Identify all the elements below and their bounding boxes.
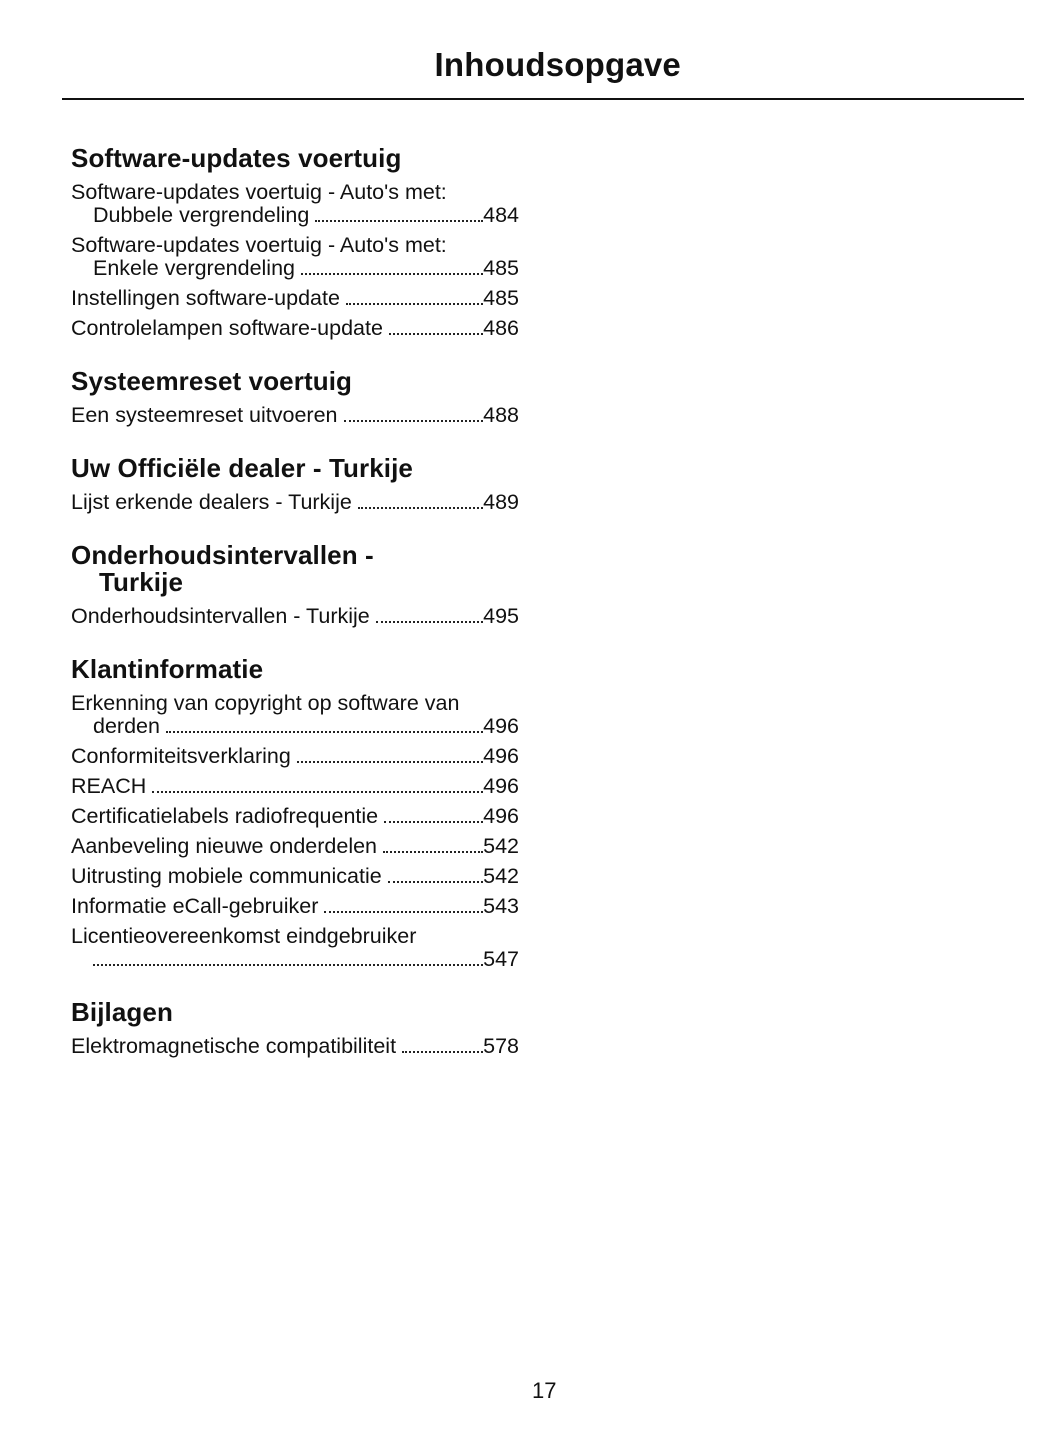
section-heading: Software-updates voertuig (71, 143, 402, 173)
entry-page-number: 484 (483, 203, 519, 227)
toc-section-systeemreset (71, 368, 519, 427)
entry-label: Controlelampen software-update (71, 316, 383, 340)
entry-label: Elektromagnetische compatibiliteit (71, 1034, 397, 1058)
dot-leader (152, 791, 483, 793)
dot-leader (346, 303, 483, 305)
dot-leader (388, 881, 483, 883)
toc-entry[interactable] (71, 287, 519, 310)
page-title: Inhoudsopgave (434, 46, 681, 83)
toc-entry[interactable] (71, 234, 519, 280)
toc-entry[interactable] (71, 317, 519, 340)
toc-entry[interactable] (71, 805, 519, 828)
dot-leader (166, 731, 483, 733)
dot-leader (389, 333, 483, 335)
entry-label: Aanbeveling nieuwe onderdelen (71, 834, 378, 858)
entry-page-number: 489 (483, 490, 519, 514)
toc-entry[interactable] (71, 835, 519, 858)
entry-label: Conformiteitsverklaring (71, 744, 291, 768)
toc-entry[interactable] (71, 404, 519, 427)
toc-entry[interactable] (71, 491, 519, 514)
entry-page-number: 485 (483, 256, 519, 280)
section-heading-line2: Turkije (99, 567, 184, 597)
entry-label: Dubbele vergrendeling (93, 203, 310, 227)
entry-page-number: 578 (483, 1034, 519, 1058)
entry-label: derden (93, 714, 160, 738)
entry-page-number: 485 (483, 286, 519, 310)
toc-entry[interactable] (71, 181, 519, 227)
toc-section-bijlagen (71, 999, 519, 1058)
dot-leader (315, 220, 483, 222)
toc-entry[interactable] (71, 605, 519, 628)
entry-page-number: 495 (483, 604, 519, 628)
entry-label-line1: Erkenning van copyright op software van (71, 691, 460, 715)
toc-entry[interactable] (71, 692, 519, 738)
entry-page-number: 496 (483, 744, 519, 768)
entry-page-number: 543 (483, 894, 519, 918)
entry-page-number: 542 (483, 864, 519, 888)
entry-page-number: 496 (483, 804, 519, 828)
entry-label: Lijst erkende dealers - Turkije (71, 490, 352, 514)
entry-label: Certificatielabels radiofrequentie (71, 804, 379, 828)
section-heading (71, 542, 519, 596)
dot-leader (376, 621, 483, 623)
toc-section-onderhoudsintervallen (71, 542, 519, 628)
entry-label: Een systeemreset uitvoeren (71, 403, 338, 427)
section-heading-line1: Onderhoudsintervallen - (71, 540, 374, 570)
toc-entry[interactable] (71, 925, 519, 971)
dot-leader (324, 911, 483, 913)
toc-entry[interactable] (71, 1035, 519, 1058)
section-heading: Uw Officiële dealer - Turkije (71, 453, 413, 483)
table-of-contents (71, 145, 519, 1086)
dot-leader (383, 851, 483, 853)
section-heading: Bijlagen (71, 997, 173, 1027)
entry-label: Instellingen software-update (71, 286, 340, 310)
dot-leader (297, 761, 483, 763)
entry-label: Informatie eCall-gebruiker (71, 894, 319, 918)
entry-page-number: 542 (483, 834, 519, 858)
toc-section-klantinformatie (71, 656, 519, 971)
entry-page-number: 496 (483, 714, 519, 738)
toc-entry[interactable] (71, 775, 519, 798)
dot-leader (93, 964, 483, 966)
dot-leader (344, 420, 484, 422)
toc-entry[interactable] (71, 745, 519, 768)
dot-leader (358, 507, 483, 509)
section-heading: Klantinformatie (71, 654, 264, 684)
entry-page-number: 547 (483, 947, 519, 971)
entry-label-line1: Licentieovereenkomst eindgebruiker (71, 924, 417, 948)
dot-leader (384, 821, 483, 823)
entry-page-number: 486 (483, 316, 519, 340)
toc-entry[interactable] (71, 865, 519, 888)
entry-label-line1: Software-updates voertuig - Auto's met: (71, 233, 447, 257)
dot-leader (402, 1051, 483, 1053)
entry-label: Uitrusting mobiele communicatie (71, 864, 382, 888)
entry-label: Onderhoudsintervallen - Turkije (71, 604, 370, 628)
section-heading: Systeemreset voertuig (71, 366, 353, 396)
toc-section-dealer-turkije (71, 455, 519, 514)
entry-label-line1: Software-updates voertuig - Auto's met: (71, 180, 447, 204)
toc-section-software-updates (71, 145, 519, 340)
toc-entry[interactable] (71, 895, 519, 918)
entry-page-number: 488 (483, 403, 519, 427)
title-divider (62, 98, 1024, 100)
page-number: 17 (532, 1378, 557, 1403)
dot-leader (301, 273, 483, 275)
entry-label: REACH (71, 774, 147, 798)
entry-page-number: 496 (483, 774, 519, 798)
entry-label: Enkele vergrendeling (93, 256, 295, 280)
